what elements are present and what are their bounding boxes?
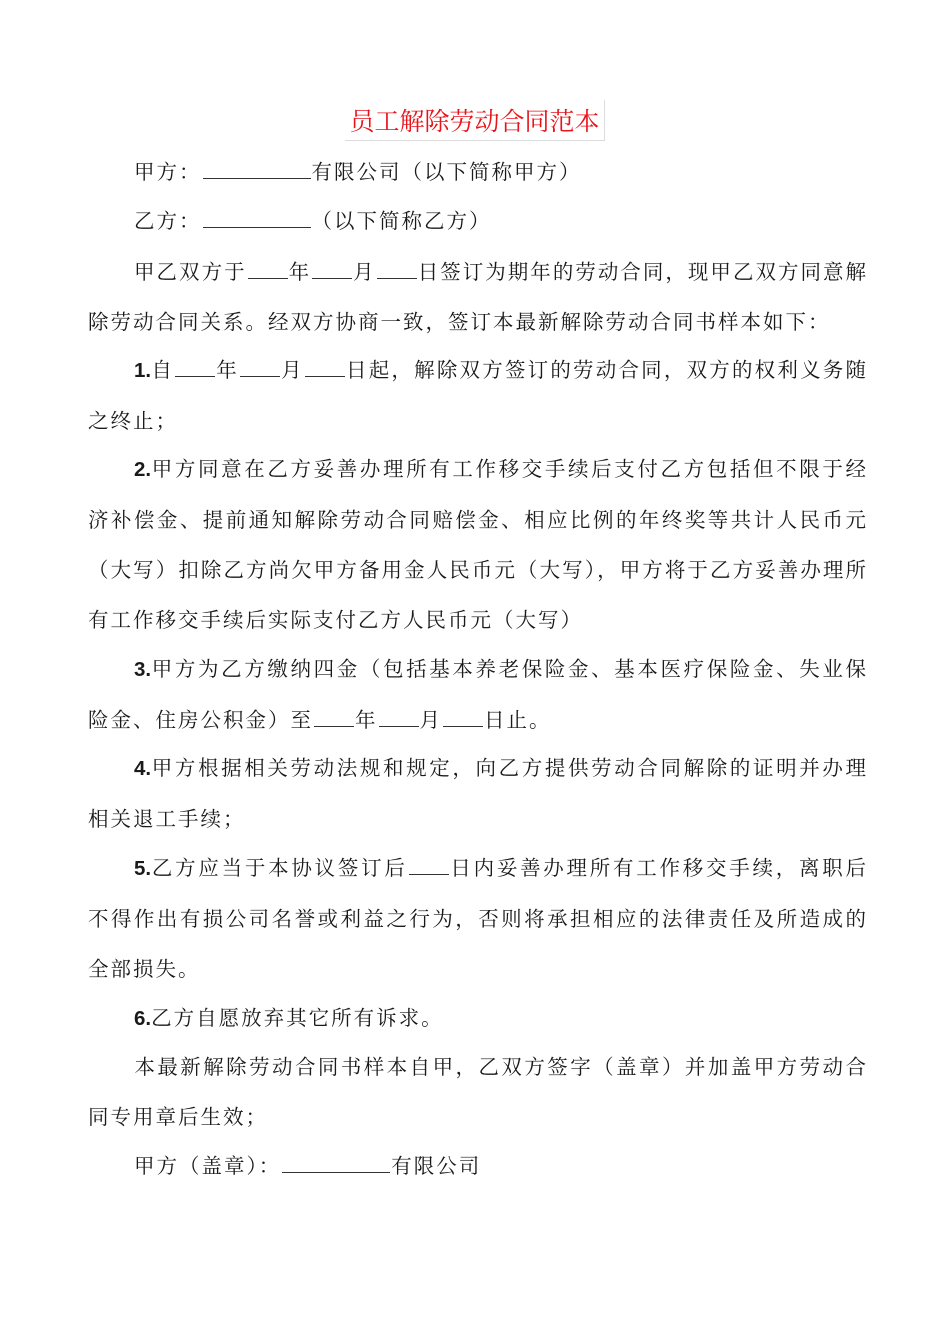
document-title: 员工解除劳动合同范本 [345, 100, 604, 141]
clause-3-text-1: 甲方为乙方缴纳四金（包括基本养老保险金、基本医疗保险金、失业保险金、住房公积金）至 [88, 657, 868, 732]
month-blank [312, 277, 352, 279]
intro-text-1: 甲乙双方于 [134, 260, 247, 284]
clause-3-number: 3. [134, 658, 152, 681]
signature-blank [282, 1171, 390, 1173]
clause-6 [88, 993, 868, 1044]
intro-text-2: 年 [288, 260, 312, 284]
party-a-blank [203, 177, 311, 179]
clause-5-text-2: 日内妥善办理所有工作移交手续，离职后不得作出有损公司名誉或利益之行为，否则将承担相应的法律责任及所造成的全部损失。 [88, 856, 869, 981]
title-container [0, 100, 950, 141]
clause-5-text-1: 乙方应当于本协议签订后 [151, 856, 408, 880]
clause-4-text: 甲方根据相关劳动法规和规定，向乙方提供劳动合同解除的证明并办理相关退工手续； [88, 756, 868, 831]
clause-2-text: 甲方同意在乙方妥善办理所有工作移交手续后支付乙方包括但不限于经济补偿金、提前通知解除劳动合同赔偿金、相应比例的年终奖等共计人民币元（大写）扣除乙方尚欠甲方备用金人民币元（大写），甲方将于乙方妥善办理所有工作移交手续后实际支付乙方人民币元（大写） [88, 457, 868, 632]
clause-3-text-2: 年 [355, 708, 378, 732]
clause-3-text-4: 日止。 [484, 708, 552, 732]
effect-text: 本最新解除劳动合同书样本自甲，乙双方签字（盖章）并加盖甲方劳动合同专用章后生效； [88, 1055, 868, 1129]
party-a-suffix: 有限公司（以下简称甲方） [311, 160, 582, 184]
party-b-label: 乙方： [134, 209, 202, 233]
party-b-blank [203, 226, 311, 228]
signature-suffix: 有限公司 [391, 1154, 482, 1178]
clause-3-month-blank [379, 725, 419, 727]
signature-line [88, 1141, 868, 1191]
clause-2-number: 2. [134, 458, 152, 481]
effect-paragraph [88, 1042, 868, 1142]
clause-5 [88, 843, 868, 994]
clause-1-text-3: 月 [280, 358, 304, 382]
clause-3-year-blank [314, 725, 354, 727]
clause-1-month-blank [240, 375, 280, 377]
clause-3-text-3: 月 [419, 708, 442, 732]
day-blank [377, 277, 417, 279]
signature-label: 甲方（盖章）： [134, 1154, 282, 1178]
intro-text-4: 日签订为期年的劳动合同，现甲乙双方同意解除劳动合同关系。经双方协商一致，签订本最新解除劳动合同书样本如下： [88, 260, 869, 334]
clause-3 [88, 644, 868, 745]
intro-paragraph [88, 247, 868, 347]
clause-4 [88, 743, 868, 844]
clause-1-text-2: 年 [216, 358, 239, 382]
clause-5-number: 5. [134, 857, 152, 880]
clause-1-text-4: 日起，解除双方签订的劳动合同，双方的权利义务随之终止； [88, 358, 868, 433]
clause-1 [88, 345, 868, 446]
party-b-suffix: （以下简称乙方） [311, 209, 492, 233]
party-b-line [88, 196, 868, 246]
clause-6-number: 6. [134, 1007, 152, 1030]
year-blank [248, 277, 288, 279]
party-a-line [88, 147, 868, 197]
clause-5-days-blank [409, 873, 449, 875]
clause-4-number: 4. [134, 757, 152, 780]
clause-1-year-blank [175, 375, 215, 377]
clause-1-number: 1. [134, 359, 152, 382]
clause-6-text: 乙方自愿放弃其它所有诉求。 [151, 1006, 444, 1030]
clause-1-text-1: 自 [151, 358, 175, 382]
party-a-label: 甲方： [134, 160, 202, 184]
clause-1-day-blank [305, 375, 345, 377]
intro-text-3: 月 [353, 260, 376, 284]
clause-2 [88, 444, 868, 645]
clause-3-day-blank [443, 725, 483, 727]
